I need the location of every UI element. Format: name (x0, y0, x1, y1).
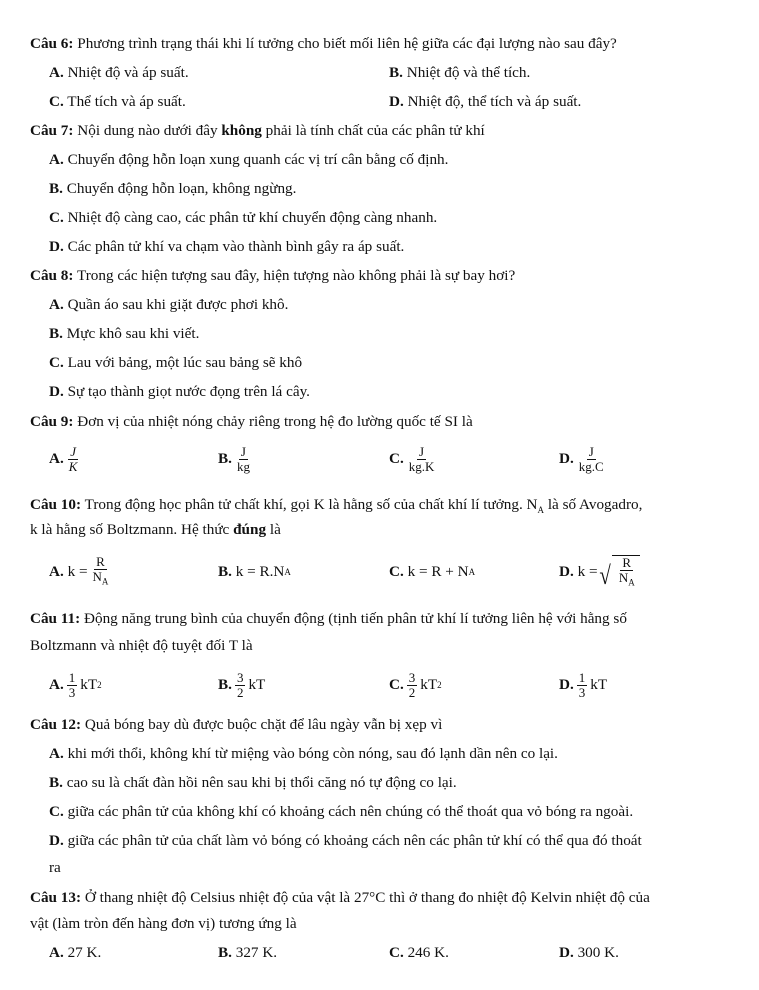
question-6: Câu 6: Phương trình trạng thái khi lí tưởng cho biết mối liên hệ giữa các đại lượng nào sau đây? (30, 35, 617, 52)
q13-option-a: A. 27 K. (49, 944, 102, 961)
q13-option-d: D. 300 K. (559, 944, 619, 961)
q10-options (49, 554, 759, 591)
q13-option-c: C. 246 K. (389, 944, 449, 961)
question-10: Câu 10: Trong động học phân tử chất khí, gọi K là hằng số của chất khí lí tưởng. $N_A$ là số Avogadro, (30, 496, 643, 516)
q10-option-c: C. k = R + N A (389, 563, 476, 580)
question-10-line2: k là hằng số Boltzmann. Hệ thức đúng là (30, 521, 281, 538)
question-13-line2: vật (làm tròn đến hàng đơn vị) tương ứng là (30, 915, 297, 932)
q8-option-b: B. Mực khô sau khi viết. (49, 325, 200, 342)
q9-option-a: A. $\frac{J}{K}$ (49, 443, 78, 474)
q11-option-d: D. $\frac{1}{3}$ kT (559, 669, 608, 700)
question-8: Câu 8: Trong các hiện tượng sau đây, hiện tượng nào không phải là sự bay hơi? (30, 267, 516, 284)
question-7: Câu 7: Nội dung nào dưới đây không phải là tính chất của các phân tử khí (30, 122, 485, 139)
question-11: Câu 11: Động năng trung bình của chuyển động (tịnh tiến phân tử khí lí tưởng liên hệ với hằng số (30, 610, 627, 627)
q12-option-a: A. khi mới thổi, không khí từ miệng vào bóng còn nóng, sau đó lạnh dần nên co lại. (49, 745, 558, 762)
q12-option-c: C. giữa các phân tử của không khí có khoảng cách nên chúng có thể thoát qua vỏ bóng ra ngoài. (49, 803, 634, 820)
q7-option-d: D. Các phân tử khí va chạm vào thành bình gây ra áp suất. (49, 238, 405, 255)
q8-option-c: C. Lau với bảng, một lúc sau bảng sẽ khô (49, 354, 303, 371)
q12-option-b: B. cao su là chất đàn hồi nên sau khi bị thổi căng nó tự động co lại. (49, 774, 457, 791)
q6-option-d: D. Nhiệt độ, thể tích và áp suất. (389, 93, 582, 110)
q11-options (49, 670, 759, 700)
q11-option-b: B. $\frac{3}{2}$ kT (218, 669, 266, 700)
q10-option-a: A. k = $\frac{R}{N_A}$ (49, 554, 109, 587)
q8-option-d: D. Sự tạo thành giọt nước đọng trên lá cây. (49, 383, 310, 400)
q10-option-d: D. k = √ $\frac{R}{N_A}$ (559, 557, 640, 587)
question-11-line2: Boltzmann và nhiệt độ tuyệt đối T là (30, 637, 253, 654)
q8-option-a: A. Quần áo sau khi giặt được phơi khô. (49, 296, 289, 313)
q9-option-b: B. $\frac{J}{kg}$ (218, 443, 250, 474)
q7-option-b: B. Chuyển động hỗn loạn, không ngừng. (49, 180, 297, 197)
q9-options (49, 444, 759, 474)
q6-option-a: A. Nhiệt độ và áp suất. (49, 64, 189, 81)
q10-option-b: B. k = R.N A (218, 563, 291, 580)
q11-option-a: A. $\frac{1}{3}$ kT 2 (49, 669, 102, 700)
q7-option-c: C. Nhiệt độ càng cao, các phân tử khí chuyển động càng nhanh. (49, 209, 438, 226)
q9-option-c: C. $\frac{J}{kg.K}$ (389, 443, 435, 474)
q12-option-d-cont: ra (49, 859, 61, 876)
question-9: Câu 9: Đơn vị của nhiệt nóng chảy riêng trong hệ đo lường quốc tế SI là (30, 413, 473, 430)
q6-option-c: C. Thể tích và áp suất. (49, 93, 186, 110)
question-12: Câu 12: Quả bóng bay dù được buộc chặt để lâu ngày vẫn bị xẹp vì (30, 716, 443, 733)
q9-option-d: D. $\frac{J}{kg.C}$ (559, 443, 604, 474)
q11-option-c: C. $\frac{3}{2}$ kT 2 (389, 669, 442, 700)
q7-option-a: A. Chuyển động hỗn loạn xung quanh các vị trí cân bằng cố định. (49, 151, 449, 168)
question-13: Câu 13: Ở thang nhiệt độ Celsius nhiệt độ của vật là 27°C thì ở thang đo nhiệt độ Kelvin nhiệt độ của (30, 889, 650, 906)
q6-option-b: B. Nhiệt độ và thể tích. (389, 64, 531, 81)
q12-option-d: D. giữa các phân tử của chất làm vỏ bóng có khoảng cách nên các phân tử khí có thể qua đó thoát (49, 832, 642, 849)
q13-option-b: B. 327 K. (218, 944, 278, 961)
